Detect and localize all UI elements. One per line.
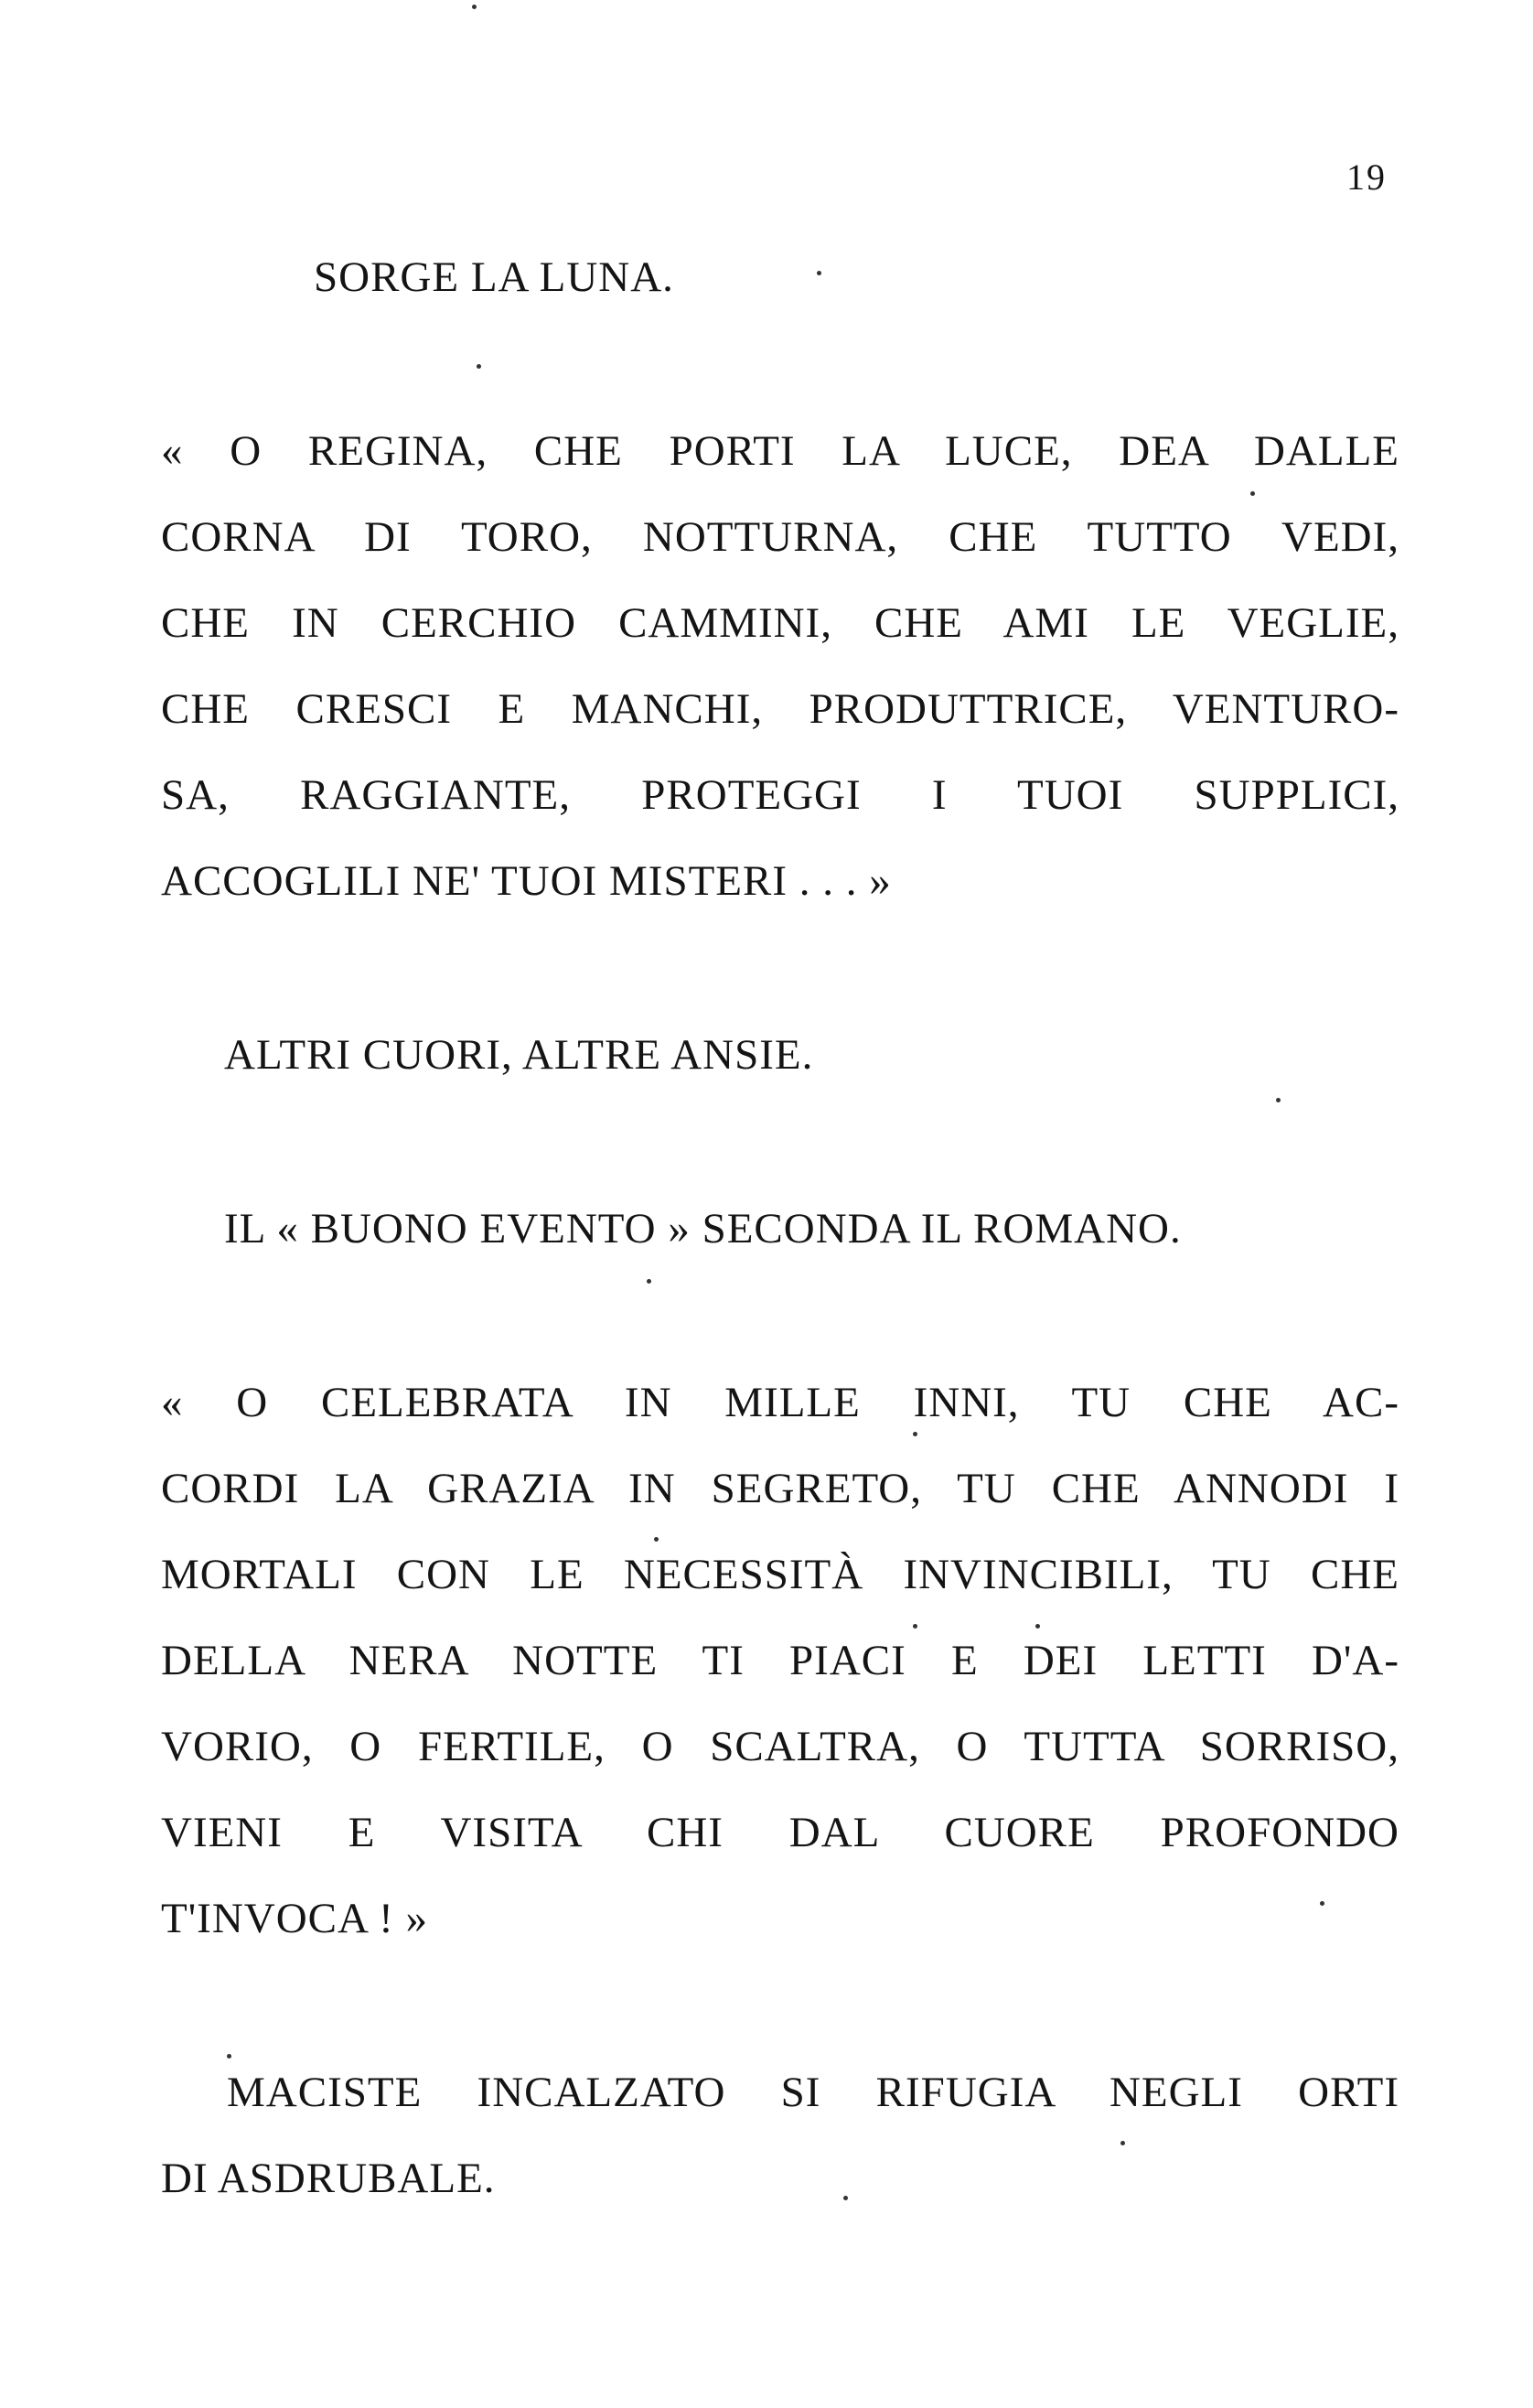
scan-speck bbox=[1250, 491, 1255, 496]
page-number: 19 bbox=[1346, 156, 1387, 198]
heading-buono-evento: IL « BUONO EVENTO » SECONDA IL ROMANO. bbox=[224, 1205, 1182, 1252]
scan-speck bbox=[1320, 1901, 1324, 1906]
text-line: CORNA DI TORO, NOTTURNA, CHE TUTTO VEDI, bbox=[161, 513, 1399, 561]
heading-maciste: MACISTE INCALZATO SI RIFUGIA NEGLI ORTI bbox=[227, 2069, 1399, 2116]
scan-speck bbox=[477, 364, 481, 369]
text-line: CORDI LA GRAZIA IN SEGRETO, TU CHE ANNODI I bbox=[161, 1465, 1399, 1512]
text-line: « O CELEBRATA IN MILLE INNI, TU CHE AC- bbox=[161, 1379, 1399, 1426]
text-line: DI ASDRUBALE. bbox=[161, 2155, 496, 2202]
scan-speck bbox=[817, 271, 821, 275]
heading-sorge-la-luna: SORGE LA LUNA. bbox=[314, 253, 674, 301]
scan-speck bbox=[1276, 1098, 1281, 1102]
text-line: « O REGINA, CHE PORTI LA LUCE, DEA DALLE bbox=[161, 427, 1399, 475]
text-line: DELLA NERA NOTTE TI PIACI E DEI LETTI D'A- bbox=[161, 1637, 1399, 1684]
heading-altri-cuori: ALTRI CUORI, ALTRE ANSIE. bbox=[224, 1031, 814, 1079]
text-line: MORTALI CON LE NECESSITÀ INVINCIBILI, TU CHE bbox=[161, 1551, 1399, 1598]
scan-speck bbox=[227, 2054, 231, 2059]
scan-speck bbox=[654, 1537, 659, 1542]
text-line: VIENI E VISITA CHI DAL CUORE PROFONDO bbox=[161, 1809, 1399, 1856]
scan-speck bbox=[1120, 2141, 1125, 2145]
scan-speck bbox=[843, 2196, 848, 2200]
scan-speck bbox=[1035, 1624, 1040, 1629]
text-line: VORIO, O FERTILE, O SCALTRA, O TUTTA SORRISO, bbox=[161, 1723, 1399, 1770]
scan-speck bbox=[913, 1432, 917, 1436]
scan-speck bbox=[472, 5, 477, 9]
scan-speck bbox=[913, 1624, 917, 1629]
text-line: CHE IN CERCHIO CAMMINI, CHE AMI LE VEGLIE, bbox=[161, 599, 1399, 647]
text-line: CHE CRESCI E MANCHI, PRODUTTRICE, VENTURO- bbox=[161, 685, 1399, 733]
text-line: SA, RAGGIANTE, PROTEGGI I TUOI SUPPLICI, bbox=[161, 771, 1399, 819]
scan-speck bbox=[647, 1279, 651, 1284]
text-line: ACCOGLILI NE' TUOI MISTERI . . . » bbox=[161, 857, 892, 905]
text-line: T'INVOCA ! » bbox=[161, 1895, 429, 1942]
